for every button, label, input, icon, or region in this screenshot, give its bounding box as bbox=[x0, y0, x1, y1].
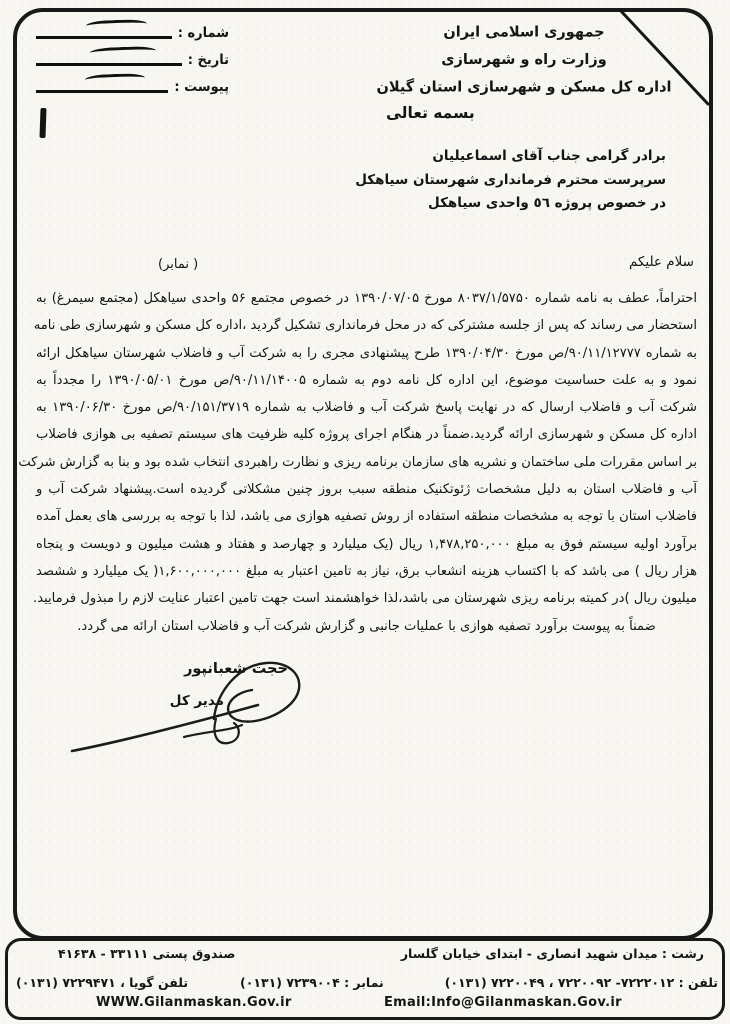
basmala-text: بسمه تعالی bbox=[386, 104, 475, 122]
stamp-row-number bbox=[34, 24, 229, 41]
body-line: شرکت آب و فاضلاب ارسال که در نهایت پاسخ شرکت آب و فاضلاب به شماره ۹۰/۱۵۱/۳۷۱۹/ص مورخ ۱۳۹۰/۰۶/۳۰ به bbox=[36, 400, 697, 416]
registry-stamp bbox=[34, 24, 229, 105]
body-line: به شماره ۹۰/۱۱/۱۲۷۷۷/ص مورخ ۱۳۹۰/۰۴/۳۰ طرح پیشنهادی مجری را به شرکت آب و فاضلاب شهرستان سیاهکل ارائه bbox=[36, 345, 698, 361]
footer-website: WWW.Gilanmaskan.Gov.ir bbox=[96, 995, 292, 1010]
recipient-name: برادر گرامی جناب آقای اسماعیلیان bbox=[432, 148, 666, 164]
ink-tick-mark bbox=[39, 108, 46, 138]
letterhead-country: جمهوری اسلامی ایران bbox=[443, 24, 605, 41]
recipient-title: سرپرست محترم فرمانداری شهرستان سیاهکل bbox=[355, 171, 666, 188]
stamp-attachment-handwriting bbox=[36, 78, 168, 93]
letterhead-ministry: وزارت راه و شهرسازی bbox=[441, 51, 607, 69]
body-line: اداره کل مسکن و شهرسازی ارائه گردید.ضمناً در هنگام اجرای پروژه کلیه ظرفیت های سیستم تصفیه بی هوازی فاضلاب bbox=[36, 427, 697, 443]
stamp-date-handwriting bbox=[36, 51, 182, 66]
signatory-title: مدیر کل bbox=[169, 693, 224, 709]
recipient-subject: در خصوص پروژه ٥٦ واحدی سیاهکل bbox=[428, 195, 666, 211]
signatory-name: حجت شعبانپور bbox=[184, 661, 288, 677]
body-line: فاضلاب استان با توجه به مشخصات منطقه استفاده از روش تصفیه هوازی می باشد، لذا با توجه به بررسی های بعمل آمده bbox=[36, 509, 697, 525]
footer-voice-phone: تلفن گویا ، ۷۲۲۹۴۷۱ (۰۱۳۱) bbox=[16, 975, 189, 990]
footer-pobox: صندوق پستی ۳۳۱۱۱ - ۴۱۶۳۸ bbox=[58, 946, 236, 961]
body-closing-line: ضمناً به پیوست برآورد تصفیه هوازی با عملیات جانبی و گزارش شرکت آب و فاضلاب استان ارائه می گردد. bbox=[77, 618, 656, 634]
footer-address: رشت : میدان شهید انصاری - ابتدای خیابان گلسار bbox=[400, 946, 704, 961]
body-line: آب و فاضلاب استان به دلیل مشخصات ژئوتکنیک منطقه سبب بروز چنین مشکلاتی گردیده است.پیشنهاد شرکت آب و bbox=[36, 482, 697, 498]
body-line: نمود و به علت حساسیت موضوع، این اداره کل نامه دوم به شماره ۹۰/۱۱/۱۴۰۰۵/ص مورخ ۱۳۹۰/۰۵/۰۱ را مجدداً به bbox=[36, 372, 697, 388]
footer-email: Email:Info@Gilanmaskan.Gov.ir bbox=[384, 995, 622, 1010]
body-line: برآورد اولیه سیستم فوق به مبلغ ۱,۴۷۸,۲۵۰,۰۰۰ ریال (یک میلیارد و چهارصد و هفتاد و هشت میلیون و دویست و پنجاه bbox=[36, 536, 698, 552]
stamp-row-attachment bbox=[34, 78, 229, 95]
signature-scrawl bbox=[66, 645, 326, 780]
salutation-text: سلام علیکم bbox=[628, 254, 694, 270]
stamp-number-handwriting bbox=[36, 24, 172, 39]
stamp-row-date bbox=[34, 51, 229, 68]
signature-block bbox=[66, 645, 326, 780]
letter-body bbox=[18, 285, 698, 640]
body-line: میلیون ریال )در کمیته برنامه ریزی شهرستان می باشد،لذا خواهشمند است جهت تامین اعتبار عنایت لازم را مبذول فرمایید. bbox=[33, 591, 697, 607]
footer-fax: نمابر : ۷۲۳۹۰۰۴ (۰۱۳۱) bbox=[240, 975, 384, 990]
body-line: احتراماً، عطف به نامه شماره ۸۰۳۷/۱/۵۷۵۰ مورخ ۱۳۹۰/۰۷/۰۵ در خصوص مجتمع ۵۶ واحدی سیاهکل (مجتمع سیمرغ) به bbox=[36, 291, 697, 306]
footer-phone: تلفن : ۷۲۲۲۰۱۲- ۷۲۲۰۰۹۲ ، ۷۲۲۰۰۴۹ (۰۱۳۱) bbox=[444, 975, 718, 990]
stamp-attachment-label: پیوست : bbox=[174, 79, 229, 96]
fax-note: ( نمابر) bbox=[158, 257, 199, 272]
body-line: استحضار می رساند که پس از جلسه مشترکی که در محل فرمانداری تشکیل گردید ،اداره کل مسکن و شهرسازی طی نامه bbox=[33, 318, 697, 334]
stamp-date-label: تاریخ : bbox=[187, 52, 229, 69]
recipient-block bbox=[355, 145, 666, 216]
stamp-number-label: شماره : bbox=[177, 25, 229, 42]
pen-stroke-mark bbox=[616, 6, 716, 111]
body-line: بر اساس مقررات ملی ساختمان و نشریه های سازمان برنامه ریزی و نظارت راهبردی انتخاب شده بود و بنا به گزارش شرکت bbox=[18, 454, 697, 470]
body-line: هزار ریال ) می باشد که با اکتساب هزینه انشعاب برق، نیاز به تامین اعتبار به مبلغ ۱,۶۰۰,۰۰۰,۰۰۰( یک میلیارد و ششصد bbox=[36, 563, 698, 579]
letterhead-office: اداره کل مسکن و شهرسازی استان گیلان bbox=[376, 79, 672, 96]
